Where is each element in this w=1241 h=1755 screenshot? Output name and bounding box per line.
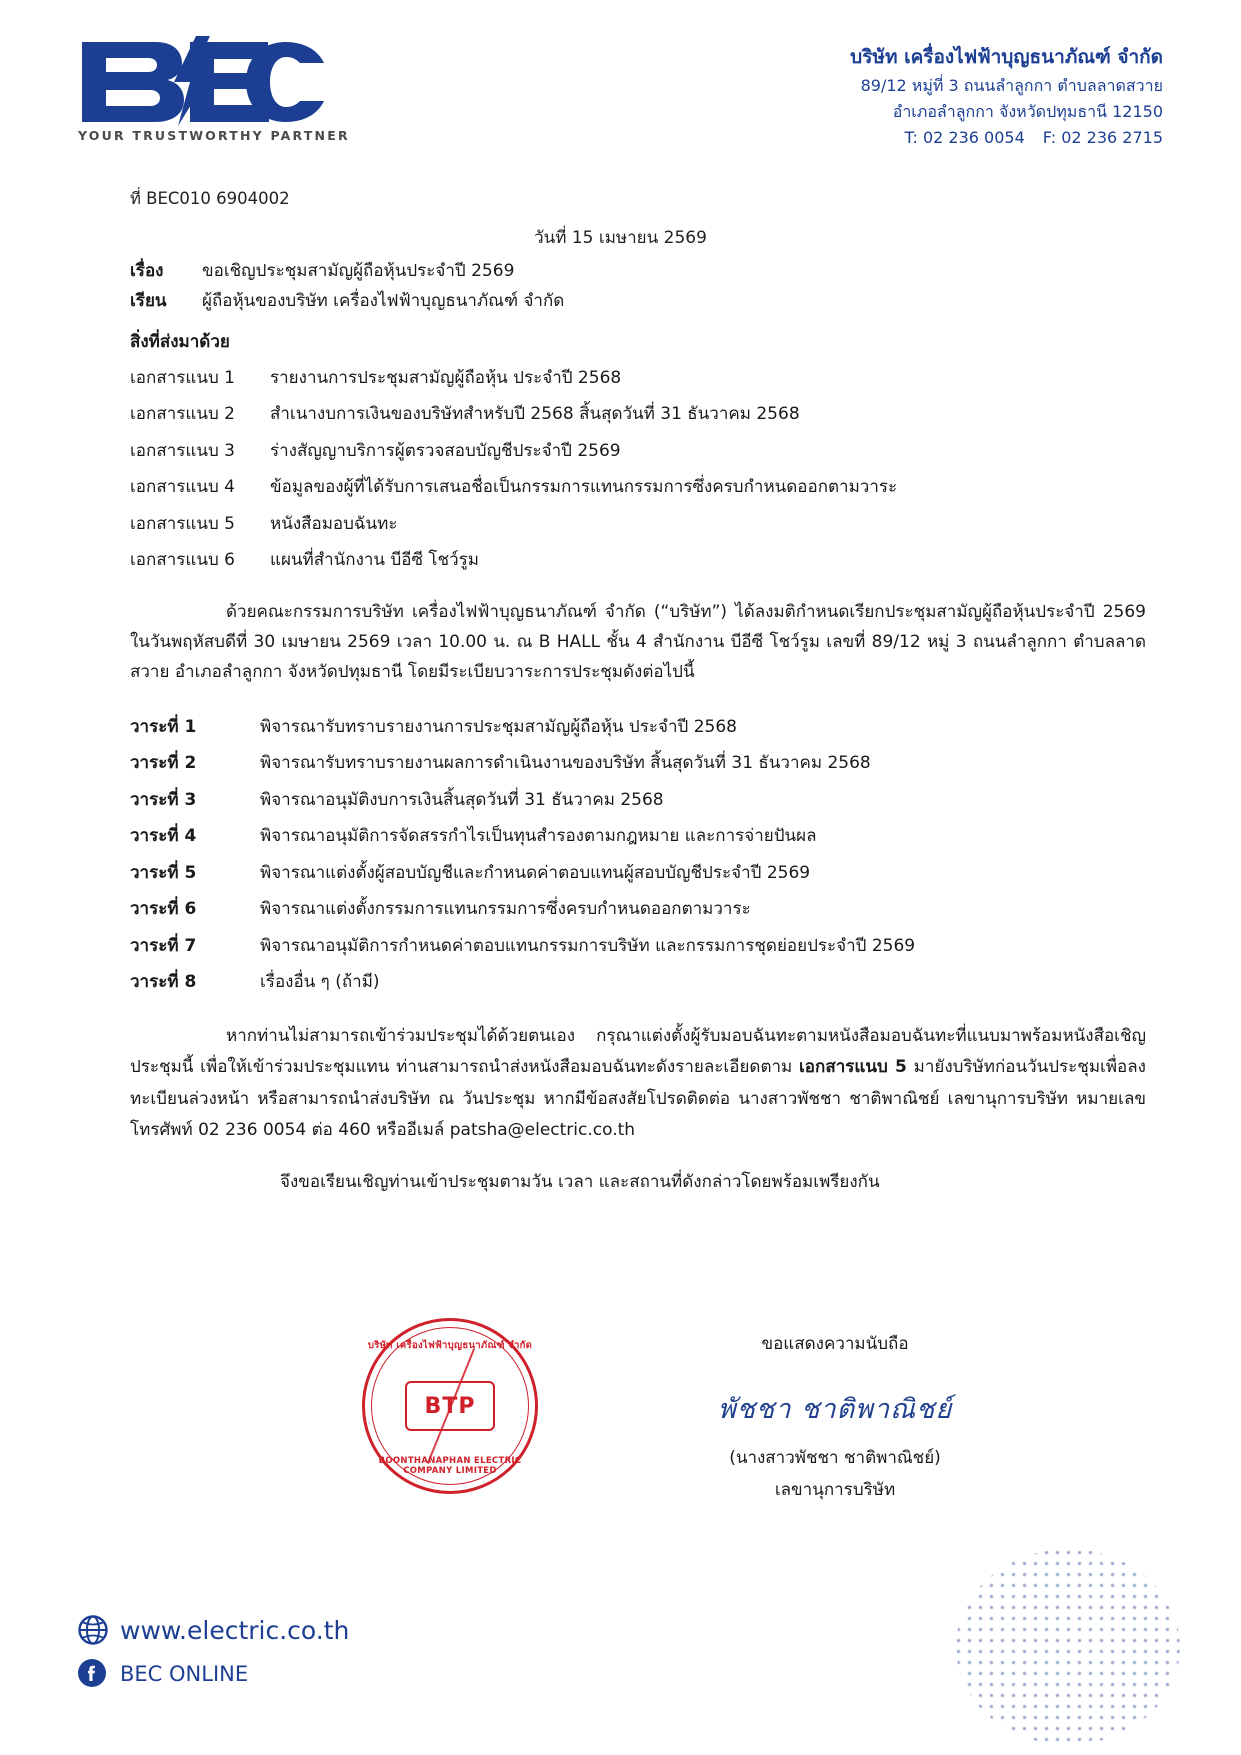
agenda-item <box>130 750 1146 778</box>
proxy-paragraph <box>130 1021 1146 1147</box>
agenda-text: เรื่องอื่น ๆ (ถ้ามี) <box>260 972 380 993</box>
attachment-item <box>130 474 1146 502</box>
attachment-text: สำเนางบการเงินของบริษัทสำหรับปี 2568 สิ้นสุดวันที่ 31 ธันวาคม 2568 <box>270 404 800 425</box>
stamp-bottom-text: BOONTHANAPHAN ELECTRIC COMPANY LIMITED <box>378 1456 522 1476</box>
stamp-top-text: บริษัท เครื่องไฟฟ้าบุญธนาภัณฑ์ จำกัด <box>367 1340 533 1351</box>
agenda-item <box>130 714 1146 742</box>
agenda-label: วาระที่ 5 <box>130 862 197 883</box>
agenda-text: พิจารณาอนุมัติการกำหนดค่าตอบแทนกรรมการบริษัท และกรรมการชุดย่อยประจำปี 2569 <box>260 935 916 956</box>
attachment-label: เอกสารแนบ 3 <box>130 440 235 461</box>
agenda-label: วาระที่ 6 <box>130 899 197 920</box>
agenda-text: พิจารณาอนุมัติการจัดสรรกำไรเป็นทุนสำรองตามกฎหมาย และการจ่ายปันผล <box>260 826 817 847</box>
decorative-dot-pattern <box>953 1547 1183 1747</box>
attachment-item <box>130 511 1146 539</box>
attachment-text: ข้อมูลของผู้ที่ได้รับการเสนอชื่อเป็นกรรมการแทนกรรมการซึ่งครบกำหนดออกตามวาระ <box>270 477 898 498</box>
globe-icon <box>78 1615 108 1645</box>
recipient-label: เรียน <box>130 290 167 311</box>
attachment-item <box>130 547 1146 575</box>
attachment-item <box>130 438 1146 466</box>
agenda-label: วาระที่ 1 <box>130 716 197 737</box>
company-seal-stamp <box>362 1318 538 1494</box>
company-address-line1: 89/12 หมู่ที่ 3 ถนนลำลูกกา ตำบลลาดสวาย <box>860 75 1163 95</box>
handwritten-signature: พัชชา ชาติพาณิชย์ <box>717 1394 953 1426</box>
website-row[interactable] <box>78 1615 349 1645</box>
document-date: วันที่ 15 เมษายน 2569 <box>534 228 707 248</box>
attachment-item <box>130 401 1146 429</box>
agenda-label: วาระที่ 7 <box>130 935 197 956</box>
agenda-item <box>130 969 1146 997</box>
document-reference-number: ที่ BEC010 6904002 <box>130 189 290 208</box>
document-body <box>130 258 1146 1197</box>
agenda-label: วาระที่ 2 <box>130 753 197 774</box>
attachment-text: ร่างสัญญาบริการผู้ตรวจสอบบัญชีประจำปี 2569 <box>270 440 621 461</box>
company-fax: F: 02 236 2715 <box>1042 127 1163 147</box>
agenda-item <box>130 823 1146 851</box>
agenda-list <box>130 714 1146 997</box>
document-footer <box>78 1615 349 1703</box>
signer-title: เลขานุการบริษัท <box>774 1479 896 1500</box>
attachments-list <box>130 365 1146 575</box>
attachments-title: สิ่งที่ส่งมาด้วย <box>130 332 230 353</box>
attachment-label: เอกสารแนบ 1 <box>130 367 235 388</box>
company-info <box>850 42 1163 150</box>
subject-label: เรื่อง <box>130 261 164 281</box>
attachment-label: เอกสารแนบ 6 <box>130 550 235 571</box>
intro-paragraph: ด้วยคณะกรรมการบริษัท เครื่องไฟฟ้าบุญธนาภัณฑ์ จำกัด (“บริษัท”) ได้ลงมติกำหนดเรียกประชุมสามัญผู้ถือหุ้นประจำปี 2569 ในวันพฤหัสบดีที่ 30 เมษายน 2569 เวลา 10.00 น. ณ B HALL ชั้น 4 สำนักงาน บีอีซี โชว์รูม เลขที่ 89/12 หมู่ 3 ถนนลำลูกกา ตำบลลาดสวาย อำเภอลำลูกกา จังหวัดปทุมธานี โดยมีระเบียบวาระการประชุมดังต่อไปนี้ <box>130 601 1146 683</box>
agenda-text: พิจารณาแต่งตั้งผู้สอบบัญชีและกำหนดค่าตอบแทนผู้สอบบัญชีประจำปี 2569 <box>260 862 811 883</box>
agenda-text: พิจารณารับทราบรายงานการประชุมสามัญผู้ถือหุ้น ประจำปี 2568 <box>260 716 737 737</box>
company-logo <box>78 36 378 143</box>
recipient-row <box>130 288 1146 316</box>
attachment-label: เอกสารแนบ 4 <box>130 477 235 498</box>
agenda-label: วาระที่ 3 <box>130 789 197 810</box>
bec-logo-icon <box>78 36 328 126</box>
agenda-label: วาระที่ 4 <box>130 826 197 847</box>
proxy-paragraph-part2: มายังบริษัทก่อนวันประชุมเพื่อลงทะเบียนล่วงหน้า หรือสามารถนำส่งบริษัท ณ วันประชุม หากมีข้อสงสัยโปรดติดต่อ นางสาวพัชชา ชาติพาณิชย์ เลขานุการบริษัท หมายเลขโทรศัพท์ 02 236 0054 ต่อ 460 หรืออีเมล์ patsha@electric.co.th <box>130 1057 1146 1141</box>
agenda-label: วาระที่ 8 <box>130 972 197 993</box>
proxy-paragraph-part1: หากท่านไม่สามารถเข้าร่วมประชุมได้ด้วยตนเอง กรุณาแต่งตั้งผู้รับมอบฉันทะตามหนังสือมอบฉันทะที่แนบมาพร้อมหนังสือเชิญประชุมนี้ เพื่อให้เข้าร่วมประชุมแทน ท่านสามารถนำส่งหนังสือมอบฉันทะดังรายละเอียดตาม <box>130 1025 1146 1078</box>
facebook-page-name[interactable]: BEC ONLINE <box>120 1662 249 1686</box>
agenda-item <box>130 787 1146 815</box>
closing-paragraph: จึงขอเรียนเชิญท่านเข้าประชุมตามวัน เวลา และสถานที่ดังกล่าวโดยพร้อมเพรียงกัน <box>280 1171 880 1192</box>
facebook-icon <box>78 1659 108 1689</box>
attachment-text: หนังสือมอบฉันทะ <box>270 513 398 534</box>
agenda-text: พิจารณาแต่งตั้งกรรมการแทนกรรมการซึ่งครบกำหนดออกตามวาระ <box>260 899 751 920</box>
document-header <box>78 36 1163 156</box>
website-url[interactable]: www.electric.co.th <box>120 1615 350 1645</box>
proxy-paragraph-attachment-ref: เอกสารแนบ 5 <box>799 1057 907 1078</box>
agenda-item <box>130 896 1146 924</box>
facebook-row[interactable] <box>78 1659 349 1689</box>
subject-row <box>130 258 1146 286</box>
agenda-item <box>130 860 1146 888</box>
attachment-text: แผนที่สำนักงาน บีอีซี โชว์รูม <box>270 550 479 571</box>
signature-area <box>0 1318 1241 1548</box>
attachment-item <box>130 365 1146 393</box>
company-address-line2: อำเภอลำลูกกา จังหวัดปทุมธานี 12150 <box>892 101 1163 121</box>
attachment-text: รายงานการประชุมสามัญผู้ถือหุ้น ประจำปี 2568 <box>270 367 622 388</box>
attachment-label: เอกสารแนบ 2 <box>130 404 235 425</box>
agenda-text: พิจารณารับทราบรายงานผลการดำเนินงานของบริษัท สิ้นสุดวันที่ 31 ธันวาคม 2568 <box>260 753 871 774</box>
stamp-center-text: BTP <box>424 1393 476 1419</box>
signature-block <box>620 1328 1050 1506</box>
company-telephone: T: 02 236 0054 <box>904 127 1025 147</box>
agenda-item <box>130 933 1146 961</box>
recipient-value: ผู้ถือหุ้นของบริษัท เครื่องไฟฟ้าบุญธนาภัณฑ์ จำกัด <box>202 290 565 311</box>
signer-printed-name: (นางสาวพัชชา ชาติพาณิชย์) <box>729 1447 941 1468</box>
attachment-label: เอกสารแนบ 5 <box>130 513 235 534</box>
company-name: บริษัท เครื่องไฟฟ้าบุญธนาภัณฑ์ จำกัด <box>850 46 1163 68</box>
regards-text: ขอแสดงความนับถือ <box>761 1334 909 1354</box>
agenda-text: พิจารณาอนุมัติงบการเงินสิ้นสุดวันที่ 31 ธันวาคม 2568 <box>260 789 664 810</box>
logo-tagline: YOUR TRUSTWORTHY PARTNER <box>78 128 350 143</box>
subject-value: ขอเชิญประชุมสามัญผู้ถือหุ้นประจำปี 2569 <box>202 261 515 281</box>
